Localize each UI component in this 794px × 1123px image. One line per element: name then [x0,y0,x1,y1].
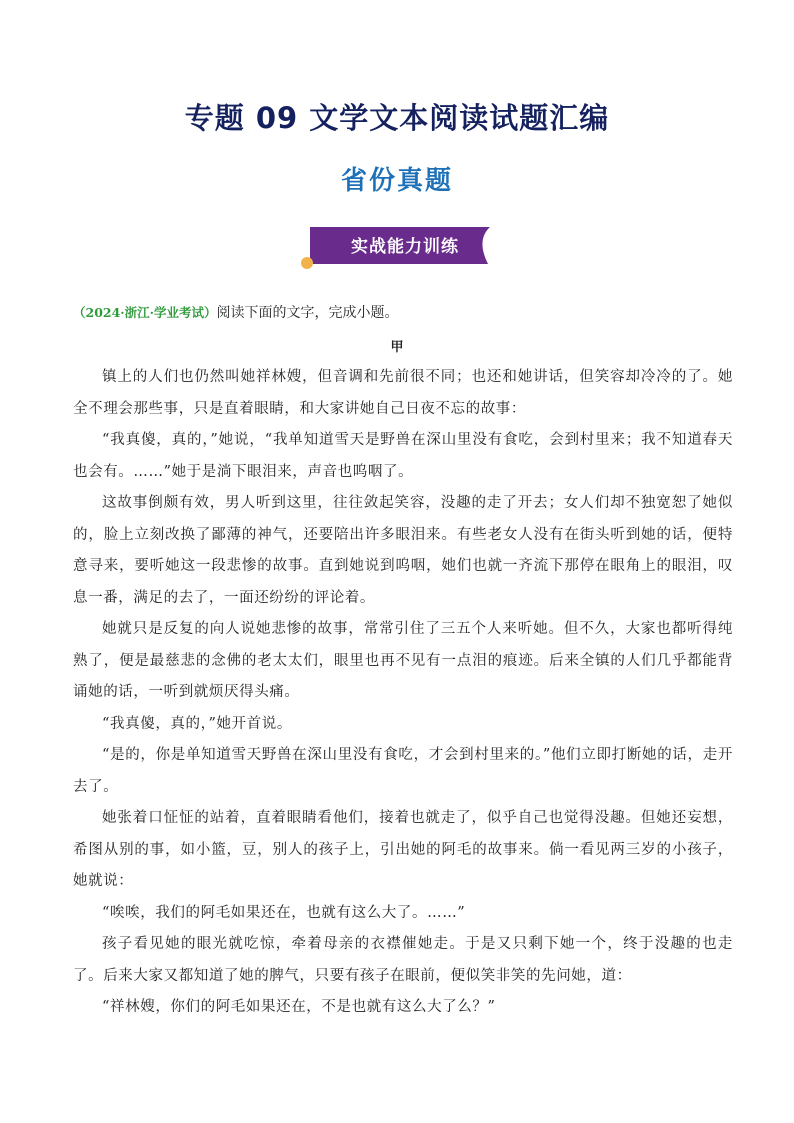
page-title: 专题 09 文学文本阅读试题汇编 [184,101,610,135]
paragraph: “是的，你是单知道雪天野兽在深山里没有食吃，才会到村里来的。”他们立即打断她的话，走开去了。 [73,747,733,795]
paragraph: 孩子看见她的眼光就吃惊，牵着母亲的衣襟催她走。于是又只剩下她一个，终于没趣的也走了。后来大家又都知道了她的脾气，只要有孩子在眼前，便似笑非笑的先问她，道： [73,936,733,984]
source-tag: （2024·浙江·学业考试） [73,305,217,320]
paragraph: “唉唉，我们的阿毛如果还在，也就有这么大了。……” [102,904,466,921]
paragraph: 镇上的人们也仍然叫她祥林嫂，但音调和先前很不同；也还和她讲话，但笑容却冷冷的了。她全不理会那些事，只是直着眼睛，和大家讲她自己日夜不忘的故事： [73,369,733,417]
section-banner [300,224,500,270]
intro-text: 阅读下面的文字，完成小题。 [216,305,399,321]
paragraph: “祥林嫂，你们的阿毛如果还在，不是也就有这么大了么？” [102,999,496,1015]
question-intro [73,302,733,322]
banner-label: 实战能力训练 [351,237,459,257]
page-subtitle: 省份真题 [340,166,453,196]
section-mark: 甲 [390,340,404,355]
paragraph: 这故事倒颇有效，男人听到这里，往往敛起笑容，没趣的走了开去；女人们却不独宽恕了她似的，脸上立刻改换了鄙薄的神气，还要陪出许多眼泪来。有些老女人没有在街头听到她的话，便特意寻来，要听她这一段悲惨的故事。直到她说到呜咽，她们也就一齐流下那停在眼角上的眼泪，叹息一番，满足的去了，一面还纷纷的评论着。 [73,495,733,606]
paragraph: 她张着口怔怔的站着，直着眼睛看他们，接着也就走了，似乎自己也觉得没趣。但她还妄想，希图从别的事，如小篮，豆，别人的孩子上，引出她的阿毛的故事来。倘一看见两三岁的小孩子，她就说： [73,810,733,889]
paragraph: “我真傻，真的，”她开首说。 [102,715,292,732]
paragraph: 她就只是反复的向人说她悲惨的故事，常常引住了三五个人来听她。但不久，大家也都听得纯熟了，便是最慈悲的念佛的老太太们，眼里也再不见有一点泪的痕迹。后来全镇的人们几乎都能背诵她的话，一听到就烦厌得头痛。 [73,621,733,700]
passage-body [73,362,733,1024]
paragraph: “我真傻，真的，”她说，“我单知道雪天是野兽在深山里没有食吃，会到村里来；我不知道春天也会有。……”她于是淌下眼泪来，声音也呜咽了。 [73,432,733,480]
